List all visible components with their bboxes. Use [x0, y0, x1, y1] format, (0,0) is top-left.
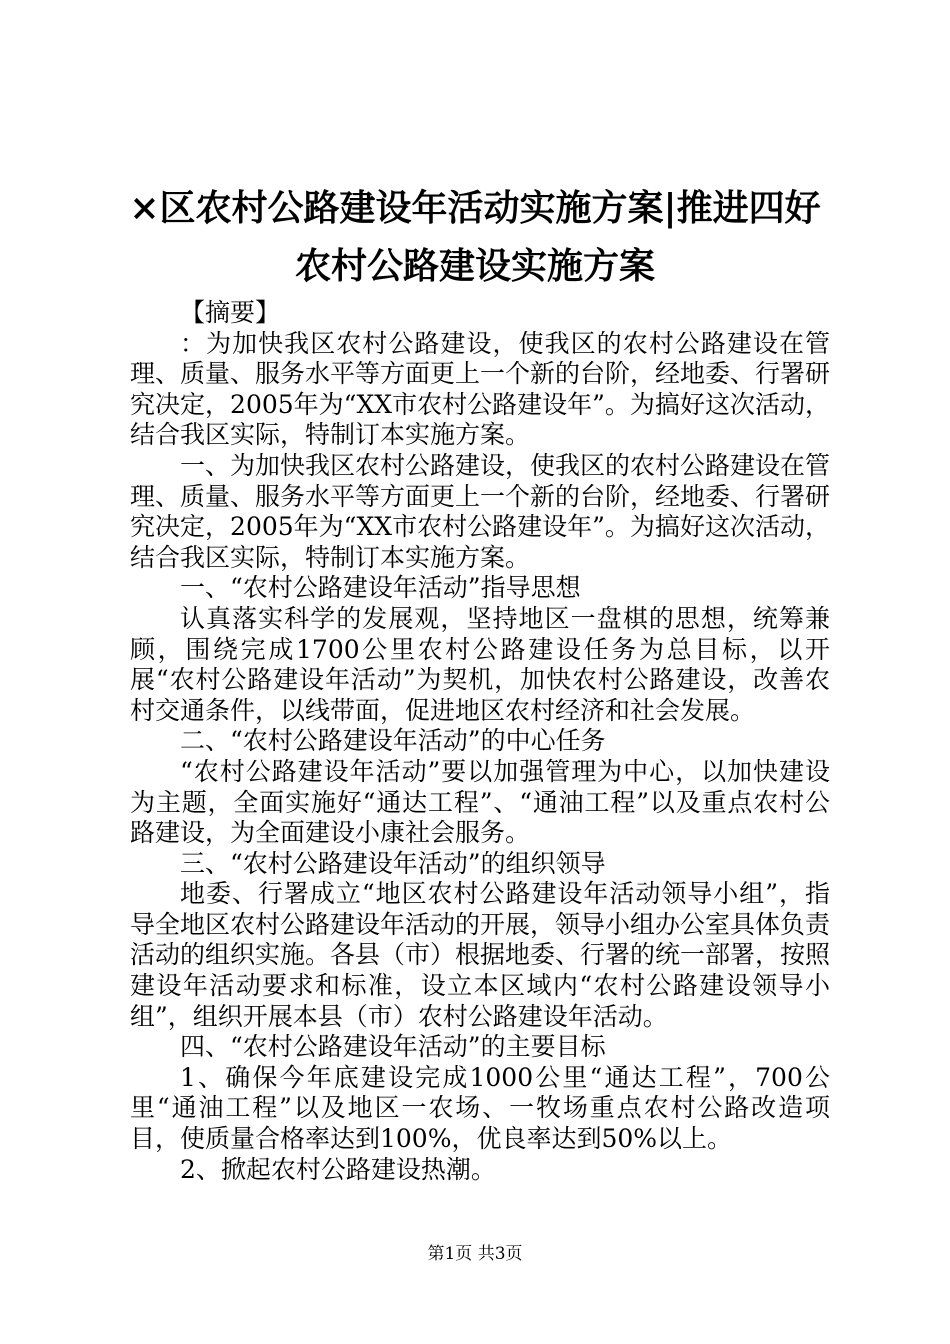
list-item-goal-2: 2、掀起农村公路建设热潮。	[180, 1154, 496, 1184]
document-body	[130, 298, 830, 1185]
document-title-line-2: 农村公路建设实施方案	[294, 245, 655, 287]
body-paragraph: 认真落实科学的发展观，坚持地区一盘棋的思想，统筹兼顾，围绕完成1700公里农村公路建设任务为总目标，以开展“农村公路建设年活动”为契机，加快农村公路建设，改善农村交通条件，以线带面，促进地区农村经济和社会发展。	[130, 603, 830, 725]
intro-paragraph: 一、为加快我区农村公路建设，使我区的农村公路建设在管理、质量、服务水平等方面更上一个新的台阶，经地委、行署研究决定，2005年为“XX市农村公路建设年”。为搞好这次活动，结合我区实际，特制订本实施方案。	[130, 450, 831, 572]
section-heading-central-task: 二、“农村公路建设年活动”的中心任务	[180, 726, 606, 756]
section-heading-leadership: 三、“农村公路建设年活动”的组织领导	[180, 848, 606, 878]
body-paragraph: 地委、行署成立“地区农村公路建设年活动领导小组”，指导全地区农村公路建设年活动的开展，领导小组办公室具体负责活动的组织实施。各县（市）根据地委、行署的统一部署，按照建设年活动要求和标准，设立本区域内“农村公路建设领导小组”，组织开展本县（市）农村公路建设年活动。	[130, 879, 831, 1031]
page-number-footer: 第1页 共3页	[427, 1244, 523, 1264]
section-heading-main-goals: 四、“农村公路建设年活动”的主要目标	[180, 1032, 606, 1062]
body-paragraph: “农村公路建设年活动”要以加强管理为中心，以加快建设为主题，全面实施好“通达工程”、“通油工程”以及重点农村公路建设，为全面建设小康社会服务。	[130, 756, 830, 848]
document-title-line-1: ×区农村公路建设年活动实施方案|推进四好	[129, 187, 821, 229]
abstract-label: 【摘要】	[180, 298, 281, 327]
abstract-paragraph: ：为加快我区农村公路建设，使我区的农村公路建设在管理、质量、服务水平等方面更上一个新的台阶，经地委、行署研究决定，2005年为“XX市农村公路建设年”。为搞好这次活动，结合我区实际，特制订本实施方案。	[130, 328, 831, 450]
list-item-goal-1: 1、确保今年底建设完成1000公里“通达工程”，700公里“通油工程”以及地区一农场、一牧场重点农村公路改造项目，使质量合格率达到100%，优良率达到50%以上。	[130, 1062, 830, 1154]
section-heading-guiding-thought: 一、“农村公路建设年活动”指导思想	[180, 573, 581, 603]
